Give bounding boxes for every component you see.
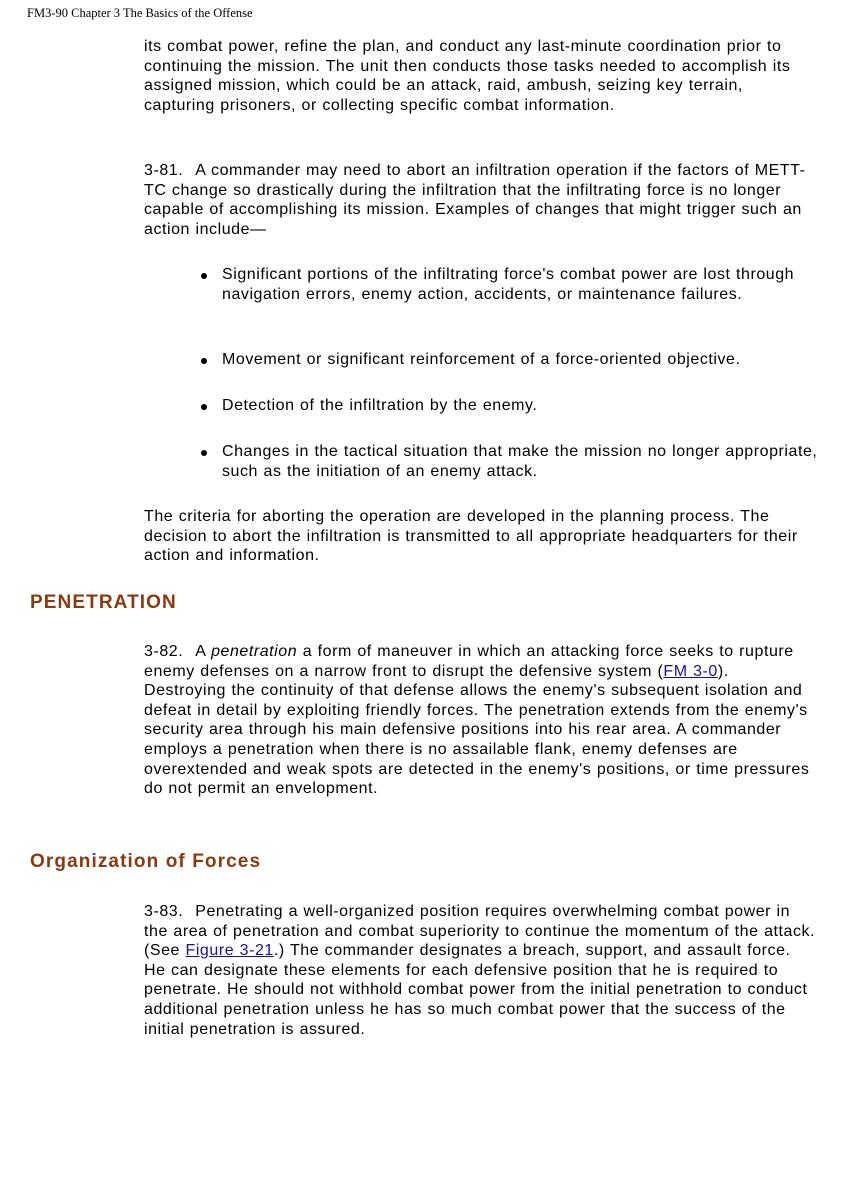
paragraph-intro: its combat power, refine the plan, and conduct any last-minute coordination prior to continuing the mission. The unit then conducts those tasks needed to accomplish its assigned mission, which could be an attack, raid, ambush, seizing key terrain, capturing prisoners, or collecting specific combat information. (144, 38, 791, 114)
running-header: FM3-90 Chapter 3 The Basics of the Offense (27, 6, 253, 20)
paragraph-number: 3-81. (144, 162, 184, 179)
paragraph-text-middle: a form of maneuver in which an attacking force seeks to rupture enemy defenses on a narrow front to disrupt the defensive system ( (144, 643, 794, 680)
paragraph-text-start: A (195, 643, 206, 660)
list-item-text: Movement or significant reinforcement of a force-oriented objective. (222, 351, 741, 368)
paragraph-3-83 (144, 902, 816, 1039)
paragraph-criteria: The criteria for aborting the operation are developed in the planning process. The decision to abort the infiltration is transmitted to all appropriate headquarters for their action and information. (144, 508, 798, 565)
paragraph-3-81 (144, 161, 816, 239)
paragraph-text-end: ). Destroying the continuity of that defense allows the enemy's subsequent isolation and defeat in detail by exploiting friendly forces. The penetration extends from the enemy's security area through his main defensive positions into his rear area. A commander employs a penetration when there is no assailable flank, enemy defenses are overextended and weak spots are detected in the enemy's positions, or time pressures do not permit an envelopment. (144, 662, 810, 798)
bullet-icon (201, 450, 207, 456)
list-item-text: Changes in the tactical situation that make the mission no longer appropriate, such as the initiation of an enemy attack. (222, 443, 818, 480)
list-item (198, 350, 818, 370)
paragraph-3-82 (144, 642, 816, 799)
list-item-text: Significant portions of the infiltrating force's combat power are lost through navigation errors, enemy action, accidents, or maintenance failures. (222, 266, 795, 303)
list-item (198, 396, 818, 416)
list-item (198, 265, 818, 304)
paragraph-number: 3-82. (144, 643, 184, 660)
section-heading-organization: Organization of Forces (30, 851, 262, 872)
list-item (198, 442, 818, 481)
list-item-text: Detection of the infiltration by the enemy. (222, 397, 538, 414)
bullet-icon (201, 273, 207, 279)
paragraph-text-start: Penetrating a well-organized position requires overwhelming combat power in the area of penetration and combat superiority to continue the momentum of the attack. (See (144, 903, 816, 960)
paragraph-text: A commander may need to abort an infiltration operation if the factors of METT-TC change so drastically during the infiltration that the infiltrating force is no longer capable of accomplishing its mission. Examples of changes that might trigger such an action include— (144, 162, 806, 238)
section-heading-penetration: PENETRATION (30, 592, 177, 613)
fm-3-0-link[interactable]: FM 3-0 (663, 662, 718, 680)
paragraph-text-end: .) The commander designates a breach, support, and assault force. He can designate these elements for each defensive position that he is required to penetrate. He should not withhold combat power from the initial penetration to conduct additional penetration unless he has so much combat power that the success of the initial penetration is assured. (144, 942, 808, 1038)
figure-3-21-link[interactable]: Figure 3-21 (185, 942, 274, 960)
defined-term: penetration (211, 643, 298, 660)
paragraph-number: 3-83. (144, 903, 184, 920)
bullet-icon (201, 404, 207, 410)
bullet-icon (201, 358, 207, 364)
